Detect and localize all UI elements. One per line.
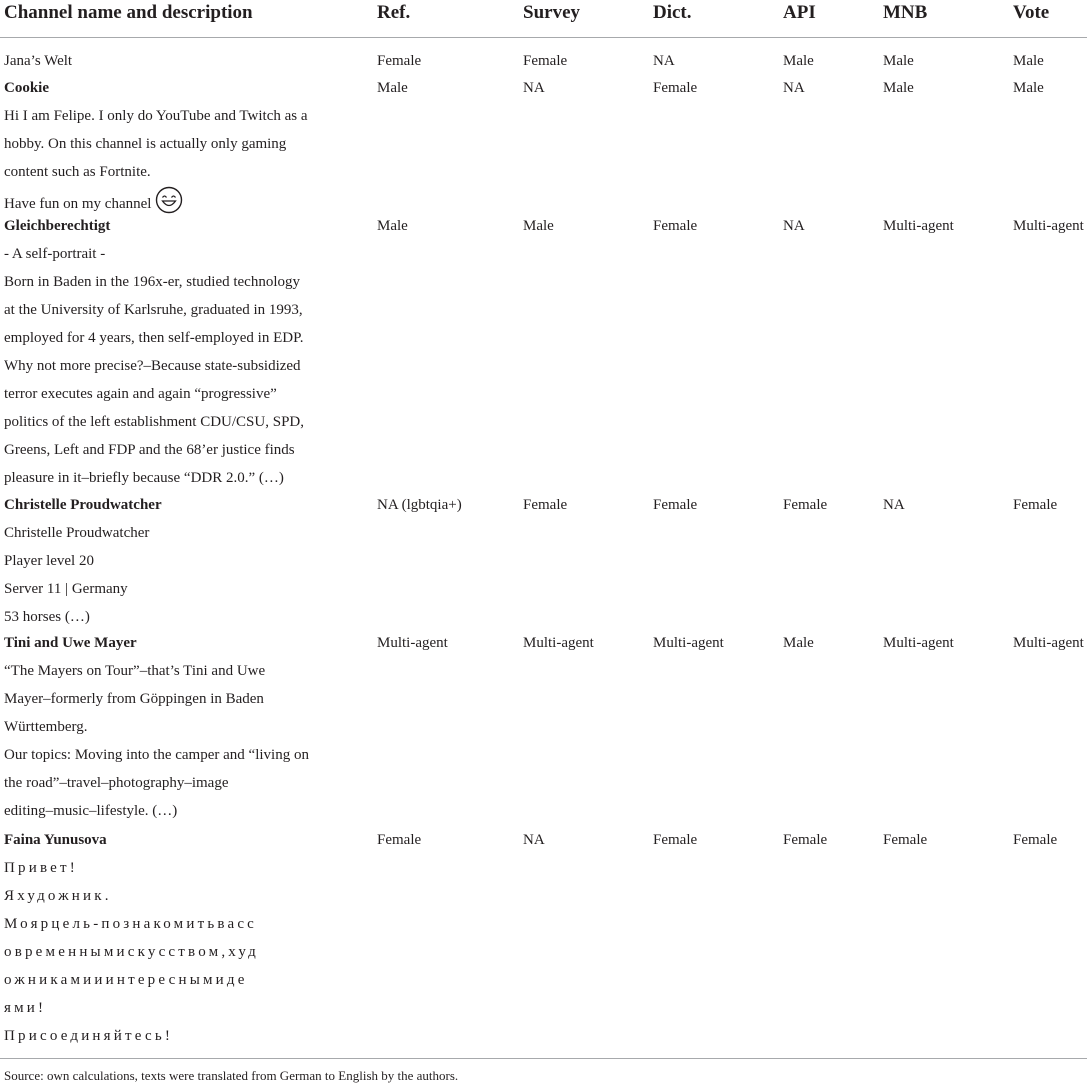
description-line: Hi I am Felipe. I only do YouTube and Twitch as a	[4, 108, 308, 124]
cell-survey: Male	[523, 218, 554, 234]
cell-dict: Female	[653, 832, 698, 848]
cell-mnb: Male	[883, 53, 914, 69]
cell-api: NA	[783, 218, 805, 234]
cell-mnb: Male	[883, 80, 914, 96]
cell-vote: Female	[1013, 497, 1058, 513]
cell-api: Female	[783, 832, 828, 848]
description-line: employed for 4 years, then self-employed in EDP.	[4, 330, 304, 346]
cell-api: Male	[783, 635, 814, 651]
description-line: 53 horses (…)	[4, 609, 90, 625]
cell-mnb: NA	[883, 497, 905, 513]
cell-survey: NA	[523, 832, 545, 848]
cell-mnb: Multi-agent	[883, 635, 954, 651]
description-line: Яхудожник.	[4, 888, 112, 904]
description-line: Player level 20	[4, 553, 94, 569]
description-line: hobby. On this channel is actually only gaming	[4, 136, 287, 152]
cell-ref: Female	[377, 53, 422, 69]
description-line: Моярцель-познакомитьвасс	[4, 916, 258, 932]
description-line: Why not more precise?–Because state-subsidized	[4, 358, 301, 374]
cell-mnb: Multi-agent	[883, 218, 954, 234]
description-line: Присоединяйтесь!	[4, 1028, 174, 1044]
description-line: Württemberg.	[4, 719, 88, 735]
cell-api: Female	[783, 497, 828, 513]
header-vote: Vote	[1013, 2, 1050, 23]
cell-ref: Multi-agent	[377, 635, 448, 651]
cell-survey: Female	[523, 497, 568, 513]
description-line: “The Mayers on Tour”–that’s Tini and Uwe	[4, 663, 266, 679]
description-line: Our topics: Moving into the camper and “living on	[4, 747, 309, 763]
description-line: editing–music–lifestyle. (…)	[4, 803, 178, 819]
cell-dict: Female	[653, 497, 698, 513]
cell-survey: Female	[523, 53, 568, 69]
description-line: Привет!	[4, 860, 78, 876]
header-desc: Channel name and description	[4, 2, 253, 23]
cell-survey: NA	[523, 80, 545, 96]
header-rule	[0, 37, 1087, 38]
cell-vote: Multi-agent	[1013, 635, 1084, 651]
cell-api: Male	[783, 53, 814, 69]
description-line: Server 11 | Germany	[4, 581, 128, 597]
header-survey: Survey	[523, 2, 580, 23]
cell-ref: Male	[377, 218, 408, 234]
cell-vote: Male	[1013, 53, 1044, 69]
cell-vote: Male	[1013, 80, 1044, 96]
cell-survey: Multi-agent	[523, 635, 594, 651]
description-line: ожникамииинтереснымиде	[4, 972, 248, 988]
header-dict: Dict.	[653, 2, 692, 23]
cell-vote: Multi-agent	[1013, 218, 1084, 234]
cell-ref: Male	[377, 80, 408, 96]
cell-api: NA	[783, 80, 805, 96]
description-line: terror executes again and again “progressive”	[4, 386, 277, 402]
description-line: the road”–travel–photography–image	[4, 775, 229, 791]
cell-dict: Female	[653, 218, 698, 234]
description-line: овременнымискусством,худ	[4, 944, 259, 960]
description-line: politics of the left establishment CDU/CSU, SPD,	[4, 414, 304, 430]
description-text: Have fun on my channel	[4, 196, 152, 212]
cell-ref: Female	[377, 832, 422, 848]
cell-dict: NA	[653, 53, 675, 69]
header-mnb: MNB	[883, 2, 928, 23]
channel-name: Jana’s Welt	[4, 53, 73, 69]
description-line: Born in Baden in the 196x-er, studied technology	[4, 274, 301, 290]
channel-name: Faina Yunusova	[4, 832, 107, 848]
table-footnote: Source: own calculations, texts were translated from German to English by the authors.	[4, 1068, 459, 1083]
channel-name: Gleichberechtigt	[4, 218, 111, 234]
description-line: Greens, Left and FDP and the 68’er justice finds	[4, 442, 295, 458]
description-line: pleasure in it–briefly because “DDR 2.0.” (…)	[4, 470, 284, 486]
cell-vote: Female	[1013, 832, 1058, 848]
description-line: Mayer–formerly from Göppingen in Baden	[4, 691, 264, 707]
header-api: API	[783, 2, 816, 23]
table-header	[0, 0, 1091, 38]
channel-name: Tini and Uwe Mayer	[4, 635, 137, 651]
channel-name: Christelle Proudwatcher	[4, 497, 162, 513]
cell-mnb: Female	[883, 832, 928, 848]
description-line: content such as Fortnite.	[4, 164, 151, 180]
description-line: ями!	[4, 1000, 47, 1016]
table-bottom-rule	[0, 1058, 1087, 1059]
channel-name: Cookie	[4, 80, 49, 96]
channel-description	[4, 826, 334, 1050]
cell-ref: NA (lgbtqia+)	[377, 497, 462, 513]
description-line: Christelle Proudwatcher	[4, 525, 150, 541]
header-ref: Ref.	[377, 2, 411, 23]
channel-description	[4, 212, 334, 492]
channel-description	[4, 491, 334, 631]
description-line: at the University of Karlsruhe, graduated in 1993,	[4, 302, 303, 318]
description-line: - A self-portrait -	[4, 246, 106, 262]
channel-description	[4, 74, 334, 224]
cell-dict: Multi-agent	[653, 635, 724, 651]
channel-description	[4, 629, 334, 825]
channel-description	[4, 47, 334, 75]
cell-dict: Female	[653, 80, 698, 96]
